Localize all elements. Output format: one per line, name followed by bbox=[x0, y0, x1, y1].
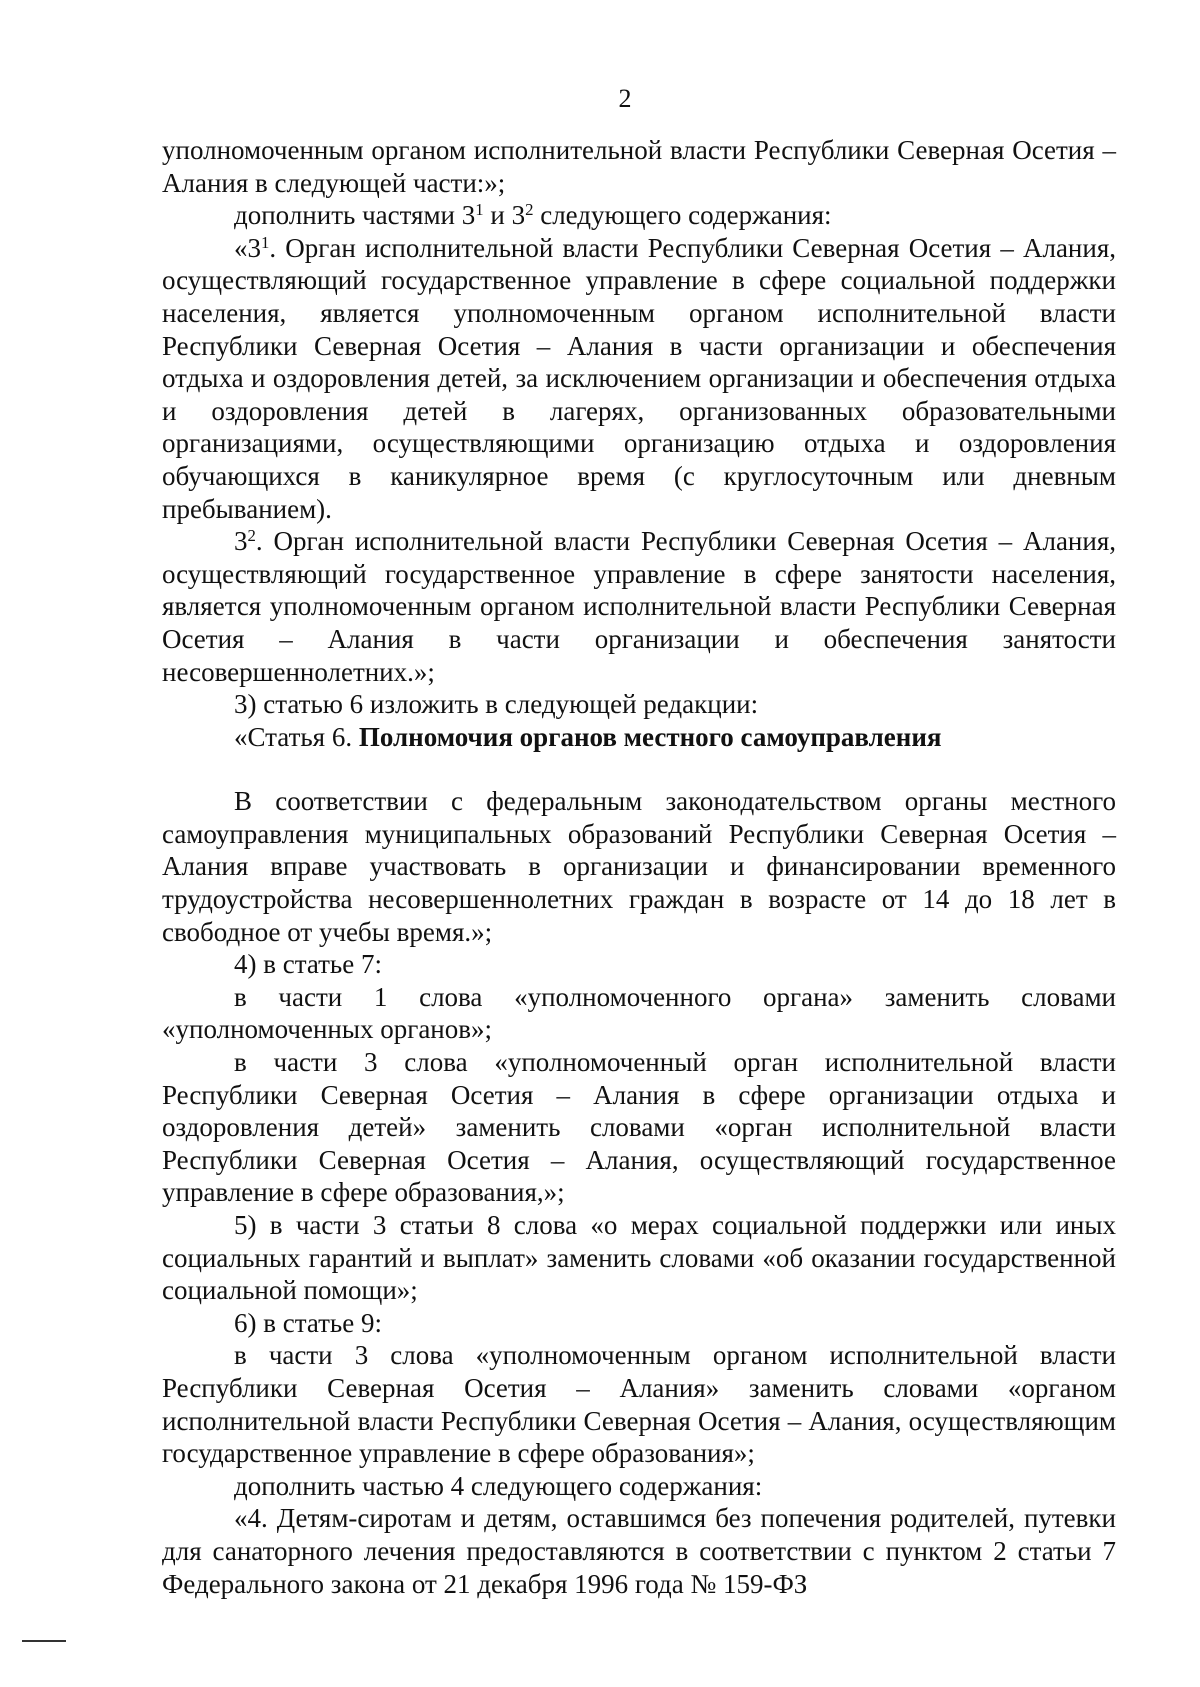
paragraph-text: . Орган исполнительной власти Республики Северная Осетия – Алания, осуществляющий государственное управление в сфере социальной поддержки населения, является уполномоченным органом исполнительной власти Республики Северная Осетия – Алания в части организации и обеспечения отдыха и оздоровления детей, за исключением организации и обеспечения отдыха и оздоровления детей в лагерях, организованных образовательными организациями, осуществляющими организацию отдыха и оздоровления обучающихся в каникулярное время (с круглосуточным или дневным пребыванием). bbox=[162, 232, 1116, 524]
paragraph-item-4-part-1: в части 1 слова «уполномоченного органа» заменить словами «уполномоченных органов»; bbox=[162, 981, 1116, 1045]
paragraph-part-3-2 bbox=[162, 525, 1116, 688]
paragraph-item-4-part-3: в части 3 слова «уполномоченный орган исполнительной власти Республики Северная Осетия – Алания в сфере организации отдыха и оздоровления детей» заменить словами «орган исполнительной власти Республики Северная Осетия – Алания, осуществляющий государственное управление в сфере образования,»; bbox=[162, 1047, 1116, 1208]
paragraph-item-4: 4) в статье 7: bbox=[234, 949, 382, 980]
superscript: 2 bbox=[525, 199, 534, 219]
paragraph-part-4: «4. Детям-сиротам и детям, оставшимся без попечения родителей, путевки для санаторного лечения предоставляются в соответствии с пунктом 2 статьи 7 Федерального закона от 21 декабря 1996 года № 159-ФЗ bbox=[162, 1503, 1116, 1599]
document-body bbox=[162, 134, 1116, 1600]
paragraph-item-3: 3) статью 6 изложить в следующей редакции: bbox=[234, 689, 759, 720]
paragraph-add-part-4: дополнить частью 4 следующего содержания: bbox=[234, 1470, 763, 1501]
article-6-heading bbox=[162, 721, 1116, 754]
superscript: 1 bbox=[475, 199, 484, 219]
paragraph-text: дополнить частями 3 bbox=[234, 200, 476, 231]
paragraph-part-3-1 bbox=[162, 232, 1116, 525]
paragraph-text: . Орган исполнительной власти Республики Северная Осетия – Алания, осуществляющий государственное управление в сфере занятости населения, является уполномоченным органом исполнительной власти Республики Северная Осетия – Алания в части организации и обеспечения занятости несовершеннолетних.»; bbox=[162, 526, 1116, 687]
scan-mark-line bbox=[22, 1640, 66, 1642]
article-title: Полномочия органов местного самоуправления bbox=[358, 721, 942, 752]
superscript: 2 bbox=[247, 525, 256, 545]
article-label: «Статья 6. bbox=[234, 721, 359, 752]
paragraph-text: «3 bbox=[234, 232, 261, 263]
paragraph-item-6-part-3: в части 3 слова «уполномоченным органом исполнительной власти Республики Северная Осетия – Алания» заменить словами «органом исполнительной власти Республики Северная Осетия – Алания, осуществляющим государственное управление в сфере образования»; bbox=[162, 1340, 1116, 1469]
paragraph-add-parts bbox=[162, 199, 1116, 232]
paragraph-text: следующего содержания: bbox=[533, 200, 832, 231]
page-number: 2 bbox=[618, 84, 632, 113]
paragraph-text: 3 bbox=[234, 526, 248, 557]
paragraph-item-5: 5) в части 3 статьи 8 слова «о мерах социальной поддержки или иных социальных гарантий и выплат» заменить словами «об оказании государственной социальной помощи»; bbox=[162, 1210, 1116, 1306]
paragraph-text: и 3 bbox=[483, 200, 526, 231]
paragraph-article-6-body: В соответствии с федеральным законодательством органы местного самоуправления муниципальных образований Республики Северная Осетия – Алания вправе участвовать в организации и финансировании временного трудоустройства несовершеннолетних граждан в возрасте от 14 до 18 лет в свободное от учебы время.»; bbox=[162, 786, 1116, 947]
paragraph-item-6: 6) в статье 9: bbox=[234, 1307, 382, 1338]
paragraph-continuation: уполномоченным органом исполнительной власти Республики Северная Осетия – Алания в следующей части:»; bbox=[162, 135, 1116, 198]
superscript: 1 bbox=[261, 232, 270, 252]
